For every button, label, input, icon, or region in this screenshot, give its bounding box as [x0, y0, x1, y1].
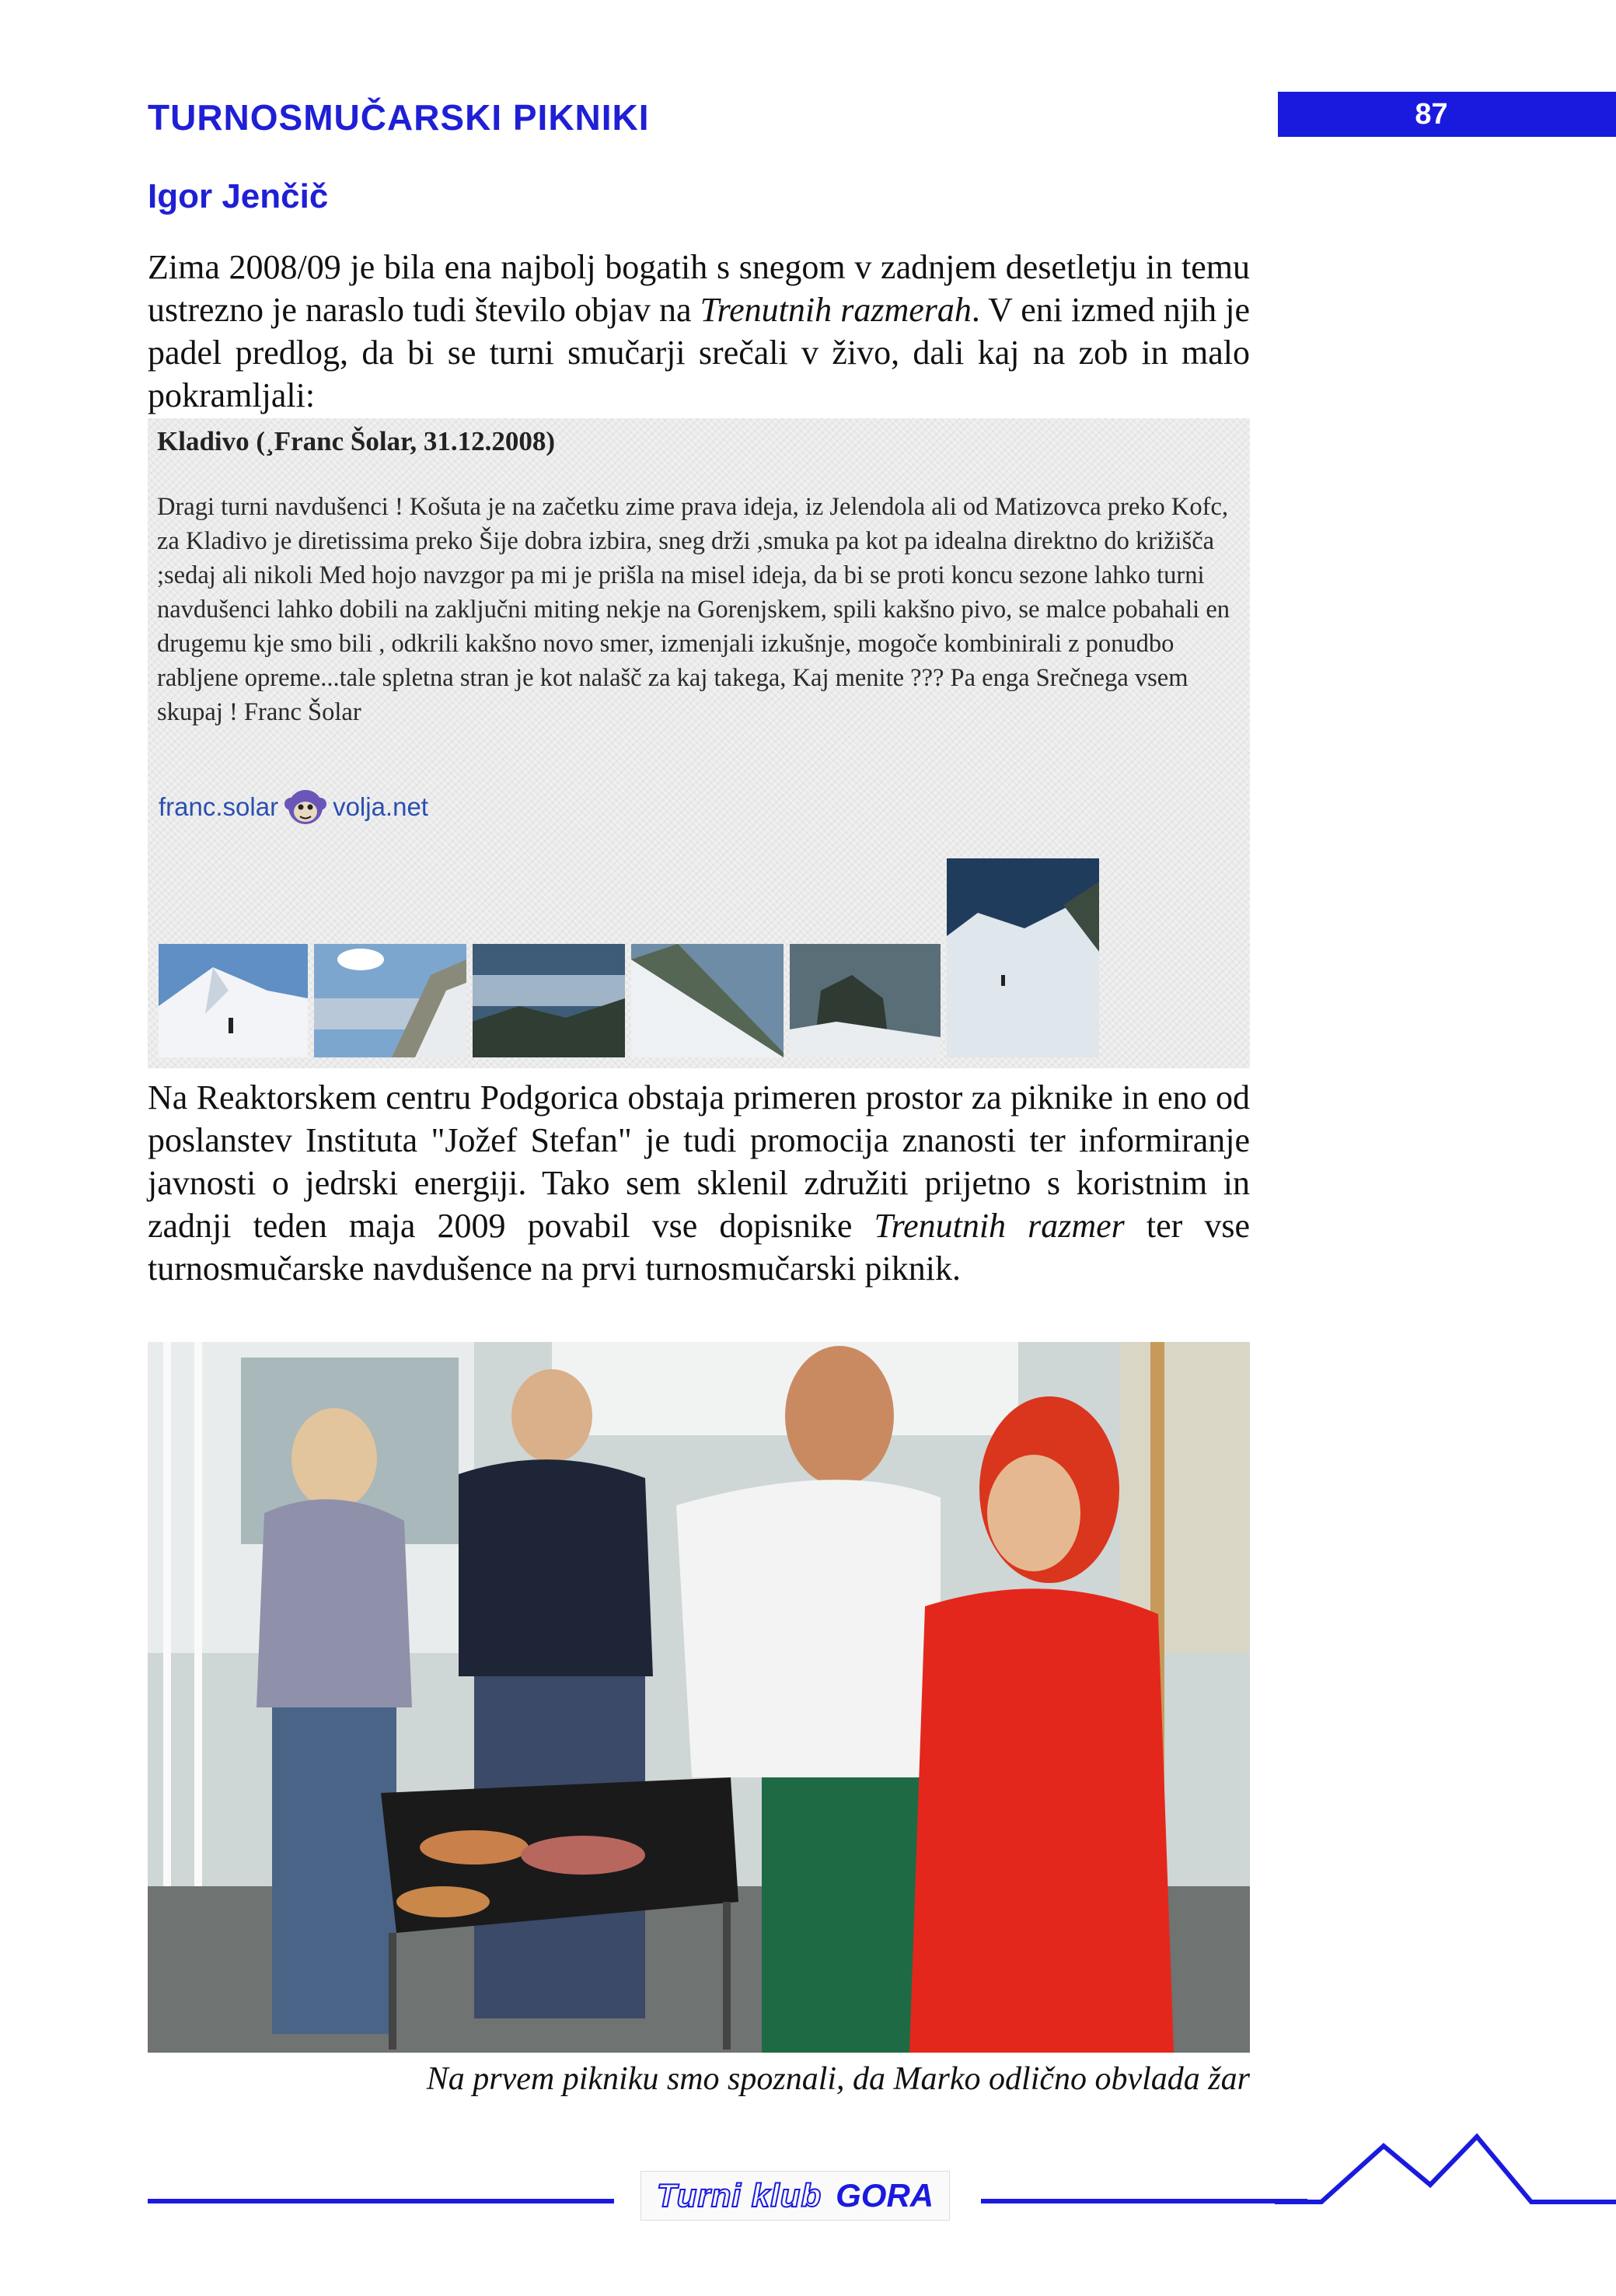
- photo-caption: Na prvem pikniku smo spoznali, da Marko odlično obvlada žar: [426, 2061, 1250, 2097]
- author-name: Igor Jenčič: [148, 177, 329, 215]
- mountain-peaks-icon: [1275, 2130, 1616, 2208]
- forum-post-screenshot: [148, 418, 1250, 1068]
- valley-thumbnail: [473, 944, 625, 1057]
- mountain-thumbnail: [314, 944, 466, 1057]
- forum-post-title: Kladivo (¸Franc Šolar, 31.12.2008): [157, 426, 556, 456]
- summit-thumbnail: [947, 858, 1099, 1057]
- rock-thumbnail: [790, 944, 941, 1057]
- signature-domain: volja.net: [333, 792, 428, 821]
- signature-user: franc.solar: [159, 792, 279, 821]
- page-number-tab: [1278, 92, 1616, 137]
- main-text-end: ter vse turnosmučarske navdušence na prvi turnosmučarski piknik.: [148, 1207, 1251, 1288]
- club-logo: [640, 2171, 950, 2221]
- main-paragraph: [148, 1076, 1250, 1290]
- slope-thumbnail: [631, 944, 784, 1057]
- page-number: 87: [1415, 97, 1448, 131]
- monkey-at-icon: [283, 784, 328, 830]
- main-text: Na Reaktorskem centru Podgorica obstaja primeren prostor za piknike in eno od poslanstev Instituta "Jožef Stefan" je tudi promocija znanosti ter informiranje javnosti o jedrski energiji. Tako sem sklenil združiti prijetno s koristnim in zadnji teden maja 2009 povabil vse dopisnike: [148, 1078, 1250, 1245]
- footer-line-right: [981, 2199, 1307, 2203]
- club-logo-gora: GORA: [836, 2177, 934, 2214]
- ski-thumbnail: [159, 944, 308, 1057]
- picnic-photo: [148, 1342, 1250, 2053]
- forum-post-body: Dragi turni navdušenci ! Košuta je na začetku zime prava ideja, iz Jelendola ali od Matizovca preko Kofc, za Kladivo je diretissima preko Šije dobra izbira, sneg drži ,smuka pa kot pa idealna direktno do križišča ;sedaj ali nikoli Med hojo navzgor pa mi je prišla na misel ideja, da bi se proti koncu sezone lahko turni navdušenci lahko dobili na zaključni miting nekje na Gorenjskem, spili kakšno pivo, se malce pobahali en drugemu kje smo bili , odkrili kakšno novo smer, izmenjali izkušnje, mogoče kombinirali z ponudbo rabljene opreme...tale spletna stran je kot nalašč za kaj takega, Kaj menite ??? Pa enga Srečnega vsem skupaj ! Franc Šolar: [157, 493, 1230, 726]
- section-title: TURNOSMUČARSKI PIKNIKI: [148, 97, 650, 138]
- intro-paragraph: [148, 246, 1250, 417]
- intro-emphasis: Trenutnih razmerah: [700, 291, 972, 329]
- footer-line-left: [148, 2199, 614, 2203]
- intro-text: Zima 2008/09 je bila ena najbolj bogatih s snegom v zadnjem desetletju in temu ustrezno je naraslo tudi število objav na: [148, 248, 1250, 329]
- forum-signature: [159, 784, 428, 830]
- club-logo-name: Turni klub: [656, 2177, 822, 2214]
- intro-text-end: . V eni izmed njih je padel predlog, da bi se turni smučarji srečali v živo, dali kaj na zob in malo pokramljali:: [148, 291, 1250, 414]
- main-emphasis: Trenutnih razmer: [874, 1207, 1125, 1245]
